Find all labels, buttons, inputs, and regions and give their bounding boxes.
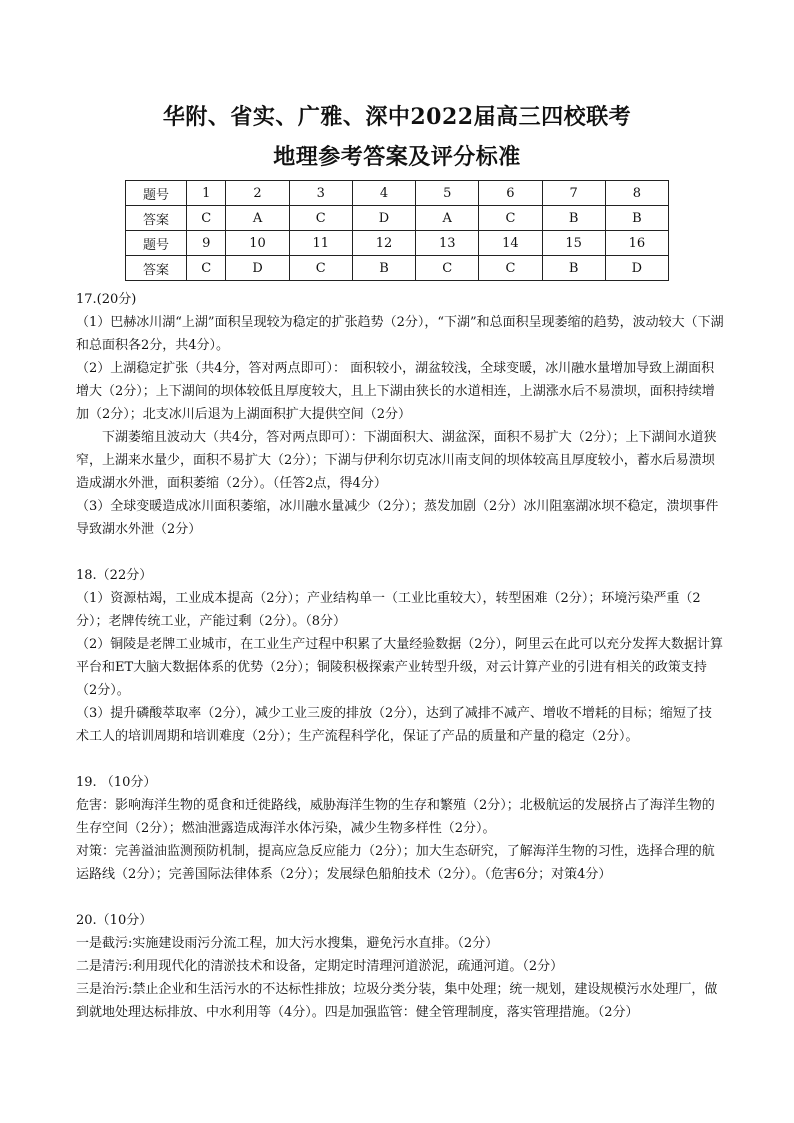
table-cell: B: [542, 256, 605, 281]
q17-part1: （1）巴赫冰川湖“上湖”面积呈现较为稳定的扩张趋势（2分），“下湖”和总面积呈现萎缩的趋势，波动较大（下湖和总面积各2分，共4分）。: [76, 315, 724, 353]
q18-part3: （3）提升磷酸萃取率（2分），减少工业三废的排放（2分），达到了减排不减产、增收不增耗的目标；缩短了技术工人的培训周期和培训难度（2分）；生产流程科学化，保证了产品的质量和产量的稳定（2分）。: [76, 706, 712, 744]
table-row: [126, 181, 669, 206]
table-cell: A: [416, 206, 479, 231]
table-cell: 10: [226, 231, 289, 256]
table-cell: 7: [542, 181, 605, 206]
q19-measures: 对策：完善溢油监测预防机制，提高应急反应能力（2分）；加大生态研究，了解海洋生物的习性，选择合理的航运路线（2分）；完善国际法律体系（2分）；发展绿色船舶技术（2分）。（危害6分；对策4分）: [76, 844, 715, 882]
table-cell: C: [479, 256, 542, 281]
table-cell: 2: [226, 181, 289, 206]
table-row-header: 答案: [126, 256, 187, 281]
q18-heading: 18.（22分）: [76, 568, 153, 583]
table-cell: 5: [416, 181, 479, 206]
table-row-header: 答案: [126, 206, 187, 231]
table-cell: 4: [352, 181, 415, 206]
table-cell: D: [352, 206, 415, 231]
table-cell: 14: [479, 231, 542, 256]
answer-body: [76, 288, 724, 1024]
table-cell: 3: [289, 181, 352, 206]
table-cell: C: [289, 206, 352, 231]
table-cell: C: [479, 206, 542, 231]
table-row-header: 题号: [126, 181, 187, 206]
q17-heading: 17.(20分): [76, 292, 137, 307]
table-cell: A: [226, 206, 289, 231]
table-cell: C: [187, 256, 226, 281]
q20-heading: 20.（10分）: [76, 913, 153, 928]
table-cell: B: [352, 256, 415, 281]
q17-part3: （3）全球变暖造成冰川面积萎缩，冰川融水量减少（2分）；蒸发加剧（2分）冰川阻塞湖冰坝不稳定，溃坝事件导致湖水外泄（2分）: [76, 499, 719, 537]
table-cell: 9: [187, 231, 226, 256]
table-cell: 11: [289, 231, 352, 256]
table-cell: 1: [187, 181, 226, 206]
table-row: [126, 231, 669, 256]
table-cell: 8: [605, 181, 668, 206]
table-cell: 12: [352, 231, 415, 256]
answer-table: [125, 180, 669, 281]
page-title: 华附、省实、广雅、深中2022届高三四校联考: [162, 104, 632, 130]
q18-part1: （1）资源枯竭，工业成本提高（2分）；产业结构单一（工业比重较大），转型困难（2分）；环境污染严重（2分）；老牌传统工业，产能过剩（2分）。（8分）: [76, 591, 701, 629]
q17-part2-lower-lake: 下湖萎缩且波动大（共4分，答对两点即可）：下湖面积大、湖盆深，面积不易扩大（2分）；上下湖间水道狭窄，上湖来水量少，面积不易扩大（2分）；下湖与伊利尔切克冰川南支间的坝体较高且厚度较小，蓄水后易溃坝造成湖水外泄，面积萎缩（2分）。（任答2点，得4分）: [76, 430, 717, 491]
q19-harms: 危害：影响海洋生物的觅食和迁徙路线，威胁海洋生物的生存和繁殖（2分）；北极航运的发展挤占了海洋生物的生存空间（2分）；燃油泄露造成海洋水体污染，减少生物多样性（2分）。: [76, 798, 715, 836]
table-row: [126, 206, 669, 231]
page-subtitle: 地理参考答案及评分标准: [273, 144, 521, 170]
table-cell: 15: [542, 231, 605, 256]
table-row: [126, 256, 669, 281]
table-cell: 13: [416, 231, 479, 256]
q20-line2: 二是清污:利用现代化的清淤技术和设备，定期定时清理河道淤泥，疏通河道。（2分）: [76, 959, 564, 974]
table-cell: B: [542, 206, 605, 231]
table-cell: 6: [479, 181, 542, 206]
table-cell: D: [226, 256, 289, 281]
q18-part2: （2）铜陵是老牌工业城市，在工业生产过程中积累了大量经验数据（2分），阿里云在此可以充分发挥大数据计算平台和ET大脑大数据体系的优势（2分）；铜陵积极探索产业转型升级，对云计算产业的引进有相关的政策支持（2分）。: [76, 637, 724, 698]
table-cell: C: [187, 206, 226, 231]
table-cell: C: [289, 256, 352, 281]
q19-heading: 19. （10分）: [76, 775, 157, 790]
table-cell: C: [416, 256, 479, 281]
table-cell: D: [605, 256, 668, 281]
table-cell: B: [605, 206, 668, 231]
q20-line1: 一是截污:实施建设雨污分流工程，加大污水搜集，避免污水直排。（2分）: [76, 936, 499, 951]
q20-line3: 三是治污:禁止企业和生活污水的不达标性排放；垃圾分类分装，集中处理；统一规划，建设规模污水处理厂，做到就地处理达标排放、中水利用等（4分）。四是加强监管：健全管理制度，落实管理措施。（2分）: [76, 982, 718, 1020]
table-row-header: 题号: [126, 231, 187, 256]
q17-part2: （2）上湖稳定扩张（共4分，答对两点即可）： 面积较小，湖盆较浅，全球变暖，冰川融水量增加导致上湖面积增大（2分）；上下湖间的坝体较低且厚度较大，且上下湖由狭长的水道相连，上湖涨水后不易溃坝，面积持续增加（2分）；北支冰川后退为上湖面积扩大提供空间（2分）: [76, 361, 715, 422]
table-cell: 16: [605, 231, 668, 256]
